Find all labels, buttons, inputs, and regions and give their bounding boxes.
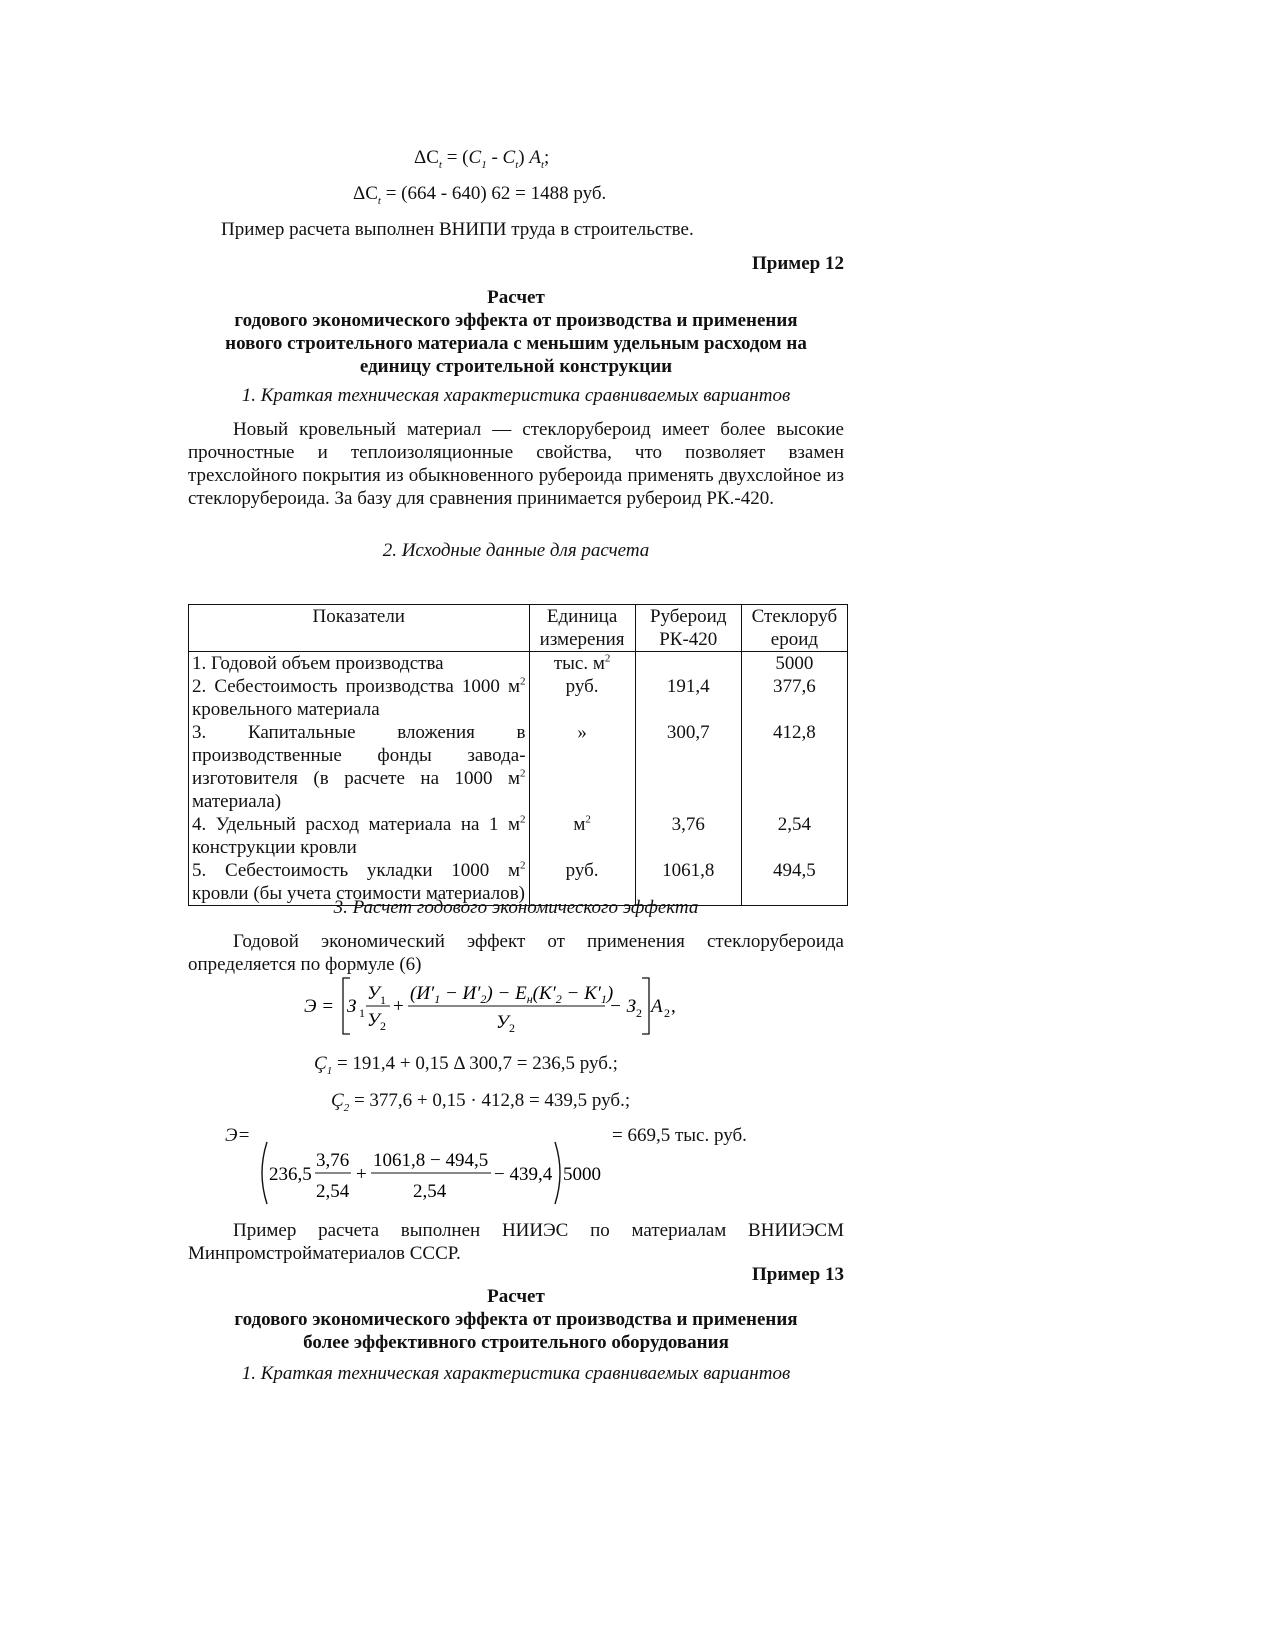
formula-text: = (664 - 640) 62 = 1488 руб. <box>380 183 607 204</box>
header-text: Единица <box>546 606 618 627</box>
formula-delta-ct-value <box>353 182 606 205</box>
cell-unit: руб. <box>529 859 635 906</box>
formula-sub: t <box>540 158 545 171</box>
formula-numerator: $(И'_1 - И'_2) - Е_н(К'_2 - К'_1)$ <box>410 983 614 1006</box>
cell-unit: » <box>529 721 635 813</box>
cell-sup: 2 <box>520 767 526 780</box>
formula-lhs: Э = <box>304 996 335 1017</box>
formula-a2-sub: 2 <box>664 1006 670 1020</box>
calc-plus: + <box>356 1164 367 1185</box>
cell-glass: 5000 <box>741 652 847 676</box>
title-line: более эффективного строительного оборудования <box>303 1332 729 1353</box>
formula-z2-value <box>331 1089 630 1112</box>
formula-u2: У <box>367 1010 380 1031</box>
title-line: годового экономического эффекта от производства и применения <box>234 310 798 331</box>
formula-u2-sub: 2 <box>380 1019 386 1033</box>
cell-glass: 2,54 <box>741 813 847 859</box>
calc-lhs: Э= <box>225 1125 251 1146</box>
formula-sub: t <box>438 158 442 171</box>
cell-unit <box>529 652 635 676</box>
header-indicators <box>189 605 530 652</box>
cell-text: 3. Капитальные вложения в производственные фонды завода-изготовителя (в расчете на 1000 м <box>192 722 526 789</box>
cell-rk: 1061,8 <box>635 859 741 906</box>
left-paren <box>262 1142 267 1204</box>
title-line: единицу строительной конструкции <box>359 356 673 377</box>
section-heading-3: 3. Расчет годового экономического эффекта <box>333 897 699 918</box>
formula-text: C <box>502 147 516 168</box>
formula-u1: У <box>367 983 380 1004</box>
table-row <box>189 813 848 859</box>
example-13-section-heading-1: 1. Краткая техническая характеристика сравниваемых вариантов <box>241 1363 791 1384</box>
cell-sup: 2 <box>585 813 591 826</box>
table-row <box>189 721 848 813</box>
formula-u1-sub: 1 <box>380 993 386 1007</box>
formula-text: Ç <box>331 1090 344 1111</box>
calc-minus: − 439,4 <box>494 1164 553 1185</box>
cell-text: кровельного материала <box>192 699 380 720</box>
formula-calculation-svg <box>255 1138 615 1208</box>
cell-name <box>189 675 530 721</box>
formula-z2-sub: 2 <box>636 1006 642 1020</box>
header-unit <box>529 605 635 652</box>
cell-text: 5. Себестоимость укладки 1000 м <box>192 860 521 881</box>
formula-sub: 1 <box>481 158 487 171</box>
cell-rk <box>635 652 741 676</box>
cell-rk: 300,7 <box>635 721 741 813</box>
formula-den-sub: 2 <box>509 1021 515 1035</box>
formula-annual-effect <box>300 972 700 1048</box>
header-text: Показатели <box>312 606 405 627</box>
note-vnipi: Пример расчета выполнен ВНИПИ труда в строительстве. <box>221 219 694 240</box>
cell-name <box>189 721 530 813</box>
cell-rk: 3,76 <box>635 813 741 859</box>
calc-multiplier: 5000 <box>563 1164 601 1185</box>
formula-z1: З <box>347 996 357 1017</box>
formula-sub: t <box>377 194 381 207</box>
formula-z1-value <box>314 1052 618 1075</box>
cell-sup: 2 <box>604 652 611 665</box>
cell-unit: руб. <box>529 675 635 721</box>
initial-data-table <box>188 604 848 906</box>
formula-sub: 2 <box>343 1101 350 1114</box>
calc-frac1-num: 3,76 <box>316 1150 350 1171</box>
formula-annual-effect-svg <box>300 972 700 1042</box>
title-line: годового экономического эффекта от производства и применения <box>234 1309 798 1330</box>
cell-text: материала) <box>192 791 282 812</box>
cell-text: кровли (бы учета стоимости материалов) <box>192 883 525 904</box>
table-row <box>189 675 848 721</box>
cell-glass: 494,5 <box>741 859 847 906</box>
formula-minus-z2: − З <box>609 996 636 1017</box>
formula-text: Ç <box>314 1053 327 1074</box>
formula-sub: 1 <box>326 1064 333 1077</box>
example-13-label: Пример 13 <box>752 1264 844 1285</box>
cell-glass: 377,6 <box>741 675 847 721</box>
right-bracket <box>642 978 649 1034</box>
formula-plus: + <box>393 996 404 1017</box>
cell-name <box>189 813 530 859</box>
formula-text: C <box>468 147 482 168</box>
formula-text: = 191,4 + 0,15 Δ 300,7 = 236,5 руб.; <box>332 1053 618 1074</box>
example-12-title <box>188 286 844 378</box>
cell-unit <box>529 813 635 859</box>
formula-text: A <box>529 147 541 168</box>
formula-text: ΔC <box>414 147 439 168</box>
cell-sup: 2 <box>520 813 526 826</box>
cell-text: 2. Себестоимость производства 1000 м <box>192 676 521 697</box>
formula-text: ; <box>544 147 550 168</box>
cell-sup: 2 <box>520 859 526 872</box>
formula-delta-ct <box>414 146 549 169</box>
example-13-title <box>188 1285 844 1354</box>
cell-text: м <box>573 814 586 835</box>
cell-text: 4. Удельный расход материала на 1 м <box>192 814 521 835</box>
header-rk420 <box>635 605 741 652</box>
cell-glass: 412,8 <box>741 721 847 813</box>
header-text: ероид <box>770 629 819 650</box>
table-header-row <box>189 605 848 652</box>
formula-text: = 377,6 + 0,15 · 412,8 = 439,5 руб.; <box>349 1090 631 1111</box>
calc-value: 236,5 <box>269 1164 312 1185</box>
formula-comma: , <box>671 996 676 1017</box>
formula-text: = ( <box>441 147 469 168</box>
paragraph-formula-intro: Годовой экономический эффект от применения стеклорубероида определяется по формуле (6) <box>188 931 844 975</box>
cell-text: тыс. м <box>553 653 605 674</box>
header-text: измерения <box>539 629 625 650</box>
calc-frac1-den: 2,54 <box>316 1181 350 1202</box>
example-12-label: Пример 12 <box>752 253 844 274</box>
formula-sub: t <box>515 158 519 171</box>
calc-frac2-den: 2,54 <box>413 1181 447 1202</box>
formula-text: ΔC <box>353 183 378 204</box>
formula-text: - <box>486 147 503 168</box>
header-text: Стеклоруб <box>751 606 838 627</box>
formula-denominator: У <box>496 1012 509 1033</box>
title-line: Расчет <box>487 287 545 308</box>
header-glass-ruberoid <box>741 605 847 652</box>
calc-frac2-num: 1061,8 − 494,5 <box>373 1150 489 1171</box>
header-text: Рубероид <box>649 606 727 627</box>
cell-rk: 191,4 <box>635 675 741 721</box>
right-paren <box>555 1142 560 1204</box>
formula-text: ) <box>518 147 530 168</box>
title-line: Расчет <box>487 1286 545 1307</box>
formula-a2: А <box>651 996 663 1017</box>
header-text: РК-420 <box>659 629 718 650</box>
section-heading-1: 1. Краткая техническая характеристика сравниваемых вариантов <box>241 385 791 406</box>
cell-name: 1. Годовой объем производства <box>189 652 530 676</box>
calc-result: = 669,5 тыс. руб. <box>612 1125 747 1146</box>
section-heading-2: 2. Исходные данные для расчета <box>382 540 650 561</box>
cell-text: конструкции кровли <box>192 837 357 858</box>
formula-z1-sub: 1 <box>359 1006 365 1020</box>
paragraph-material: Новый кровельный материал — стеклорубероид имеет более высокие прочностные и теплоизоляционные свойства, что позволяет взамен трехслойного покрытия из обыкновенного рубероида применять двухслойное из стеклорубероида. За базу для сравнения принимается рубероид РК.-420. <box>188 419 844 509</box>
table-row <box>189 652 848 676</box>
cell-sup: 2 <box>520 675 526 688</box>
title-line: нового строительного материала с меньшим удельным расходом на <box>225 333 807 354</box>
formula-calculation <box>255 1138 615 1214</box>
note-niies: Пример расчета выполнен НИИЭС по материалам ВНИИЭСМ Минпромстройматериалов СССР. <box>188 1220 844 1264</box>
